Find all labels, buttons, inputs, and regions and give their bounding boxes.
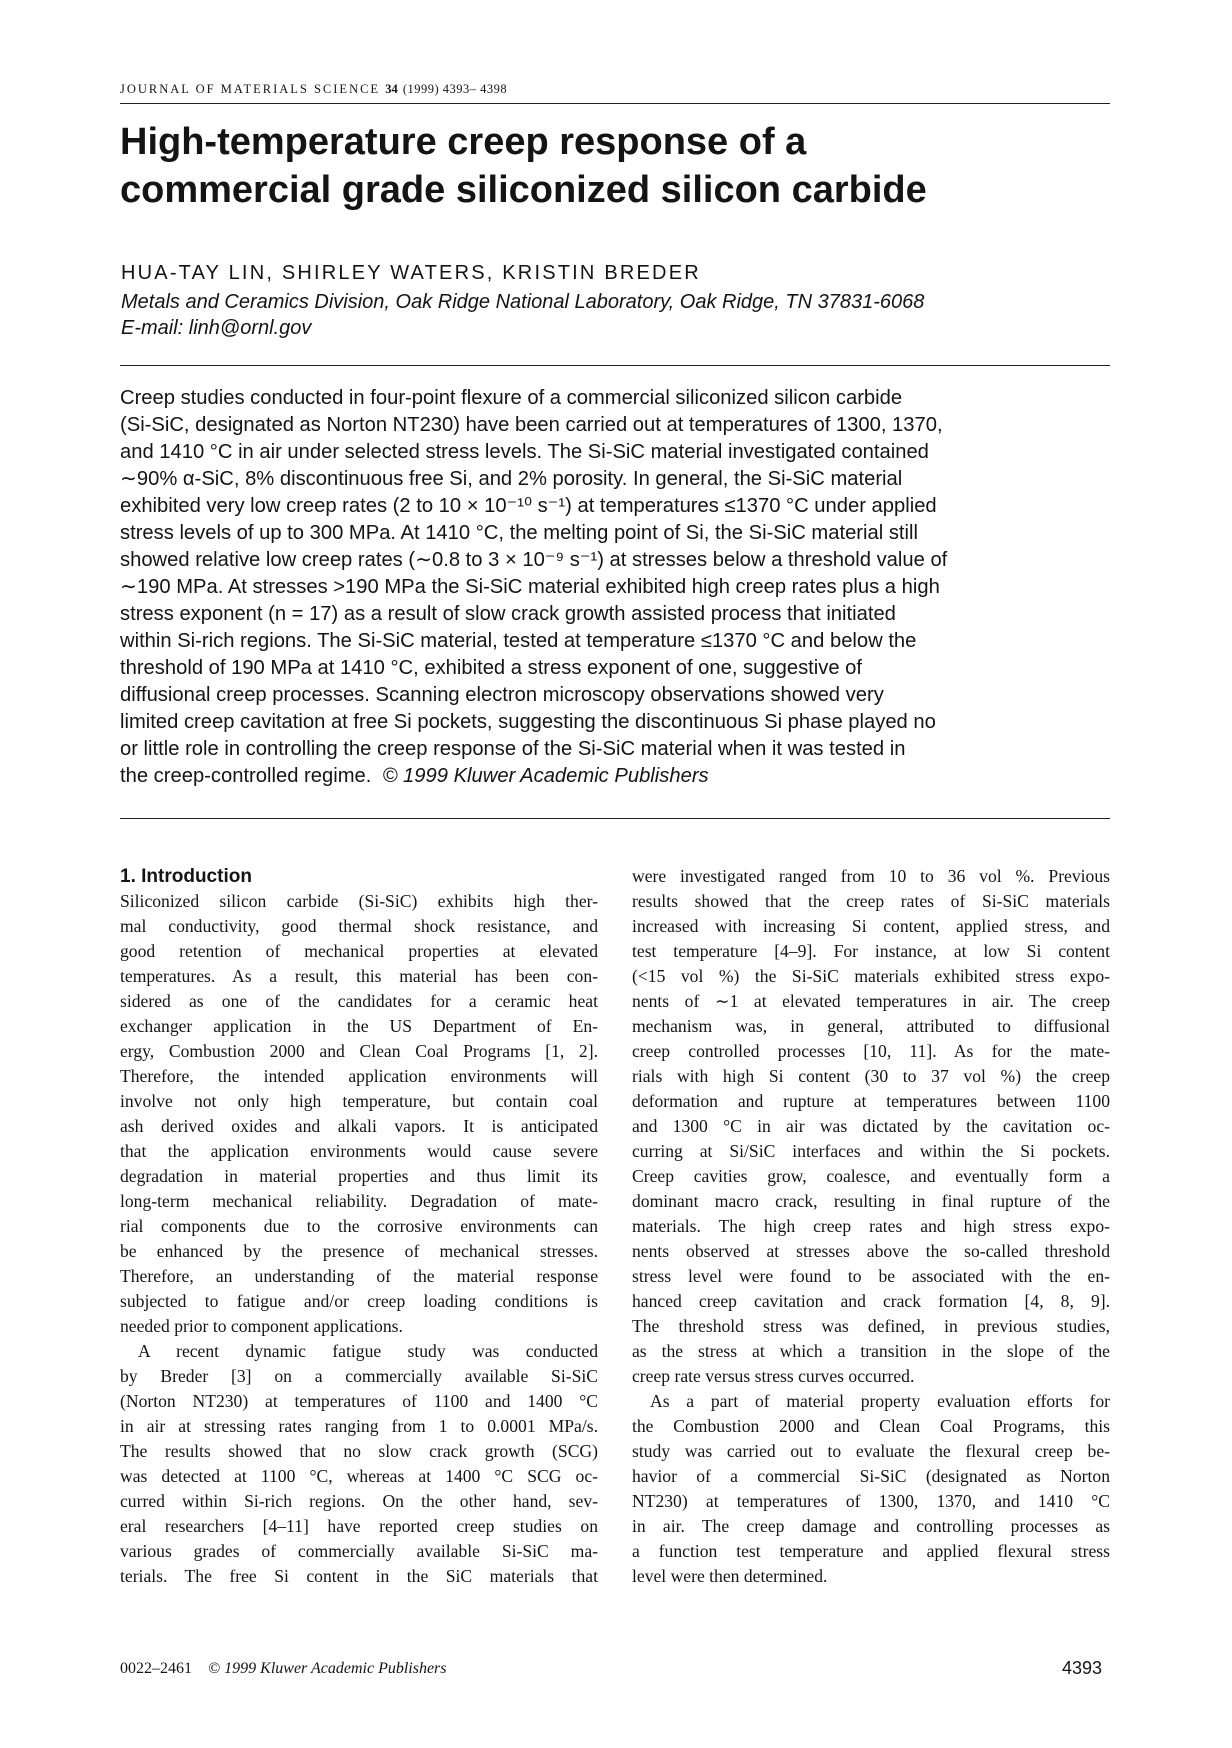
body-line: The results showed that no slow crack growth (SCG): [120, 1441, 598, 1461]
right-column: [632, 864, 1110, 1589]
body-line: nents of ∼1 at elevated temperatures in air. The creep: [632, 991, 1110, 1011]
title-line: High-temperature creep response of a: [120, 121, 807, 163]
paper-title: [120, 118, 1110, 214]
body-line: subjected to fatigue and/or creep loading conditions is: [120, 1291, 598, 1311]
abstract-line: (Si-SiC, designated as Norton NT230) have been carried out at temperatures of 1300, 1370,: [120, 414, 943, 436]
body-line: Creep cavities grow, coalesce, and eventually form a: [632, 1166, 1110, 1186]
body-line: creep rate versus stress curves occurred.: [632, 1366, 915, 1386]
abstract-line: ∼90% α-SiC, 8% discontinuous free Si, and 2% porosity. In general, the Si-SiC material: [120, 468, 903, 490]
abstract-line: limited creep cavitation at free Si pockets, suggesting the discontinuous Si phase played no: [120, 711, 936, 733]
body-line: Therefore, an understanding of the material response: [120, 1266, 598, 1286]
body-line: creep controlled processes [10, 11]. As for the mate-: [632, 1041, 1110, 1061]
body-line: study was carried out to evaluate the flexural creep be-: [632, 1441, 1110, 1461]
abstract-bottom-rule: [120, 818, 1110, 819]
body-line: were investigated ranged from 10 to 36 vol %. Previous: [632, 866, 1110, 886]
body-line: stress level were found to be associated with the en-: [632, 1266, 1110, 1286]
body-line: curring at Si/SiC interfaces and within the Si pockets.: [632, 1141, 1110, 1161]
abstract-line: or little role in controlling the creep response of the Si-SiC material when it was tested in: [120, 738, 906, 760]
body-line: sidered as one of the candidates for a ceramic heat: [120, 991, 598, 1011]
body-line: NT230) at temperatures of 1300, 1370, and 1410 °C: [632, 1491, 1110, 1511]
journal-header: [120, 82, 1110, 97]
journal-volume: 34: [385, 82, 398, 96]
body-line: ergy, Combustion 2000 and Clean Coal Programs [1, 2].: [120, 1041, 598, 1061]
body-line: in air at stressing rates ranging from 1 to 0.0001 MPa/s.: [120, 1416, 598, 1436]
issn: 0022–2461: [120, 1660, 192, 1677]
body-line: results showed that the creep rates of Si-SiC materials: [632, 891, 1110, 911]
body-line: havior of a commercial Si-SiC (designated as Norton: [632, 1466, 1110, 1486]
body-line: dominant macro crack, resulting in final rupture of the: [632, 1191, 1110, 1211]
body-line: temperatures. As a result, this material has been con-: [120, 966, 598, 986]
page-number: 4393: [1062, 1658, 1103, 1678]
body-line: mal conductivity, good thermal shock resistance, and: [120, 916, 598, 936]
body-line: degradation in material properties and thus limit its: [120, 1166, 598, 1186]
abstract-line: within Si-rich regions. The Si-SiC material, tested at temperature ≤1370 °C and below the: [120, 630, 917, 652]
body-line: by Breder [3] on a commercially available Si-SiC: [120, 1366, 598, 1386]
body-line: terials. The free Si content in the SiC materials that: [120, 1566, 598, 1586]
abstract-top-rule: [120, 365, 1110, 366]
journal-name: JOURNAL OF MATERIALS SCIENCE: [120, 82, 381, 96]
abstract-line: and 1410 °C in air under selected stress levels. The Si-SiC material investigated contained: [120, 441, 929, 463]
abstract: [120, 385, 1112, 790]
title-line: commercial grade siliconized silicon carbide: [120, 169, 927, 211]
body-line: eral researchers [4–11] have reported creep studies on: [120, 1516, 598, 1536]
body-line: rials with high Si content (30 to 37 vol %) the creep: [632, 1066, 1110, 1086]
body-line: increased with increasing Si content, applied stress, and: [632, 916, 1110, 936]
body-line: that the application environments would cause severe: [120, 1141, 598, 1161]
body-line: the Combustion 2000 and Clean Coal Programs, this: [632, 1416, 1110, 1436]
body-line: in air. The creep damage and controlling processes as: [632, 1516, 1110, 1536]
affiliation-block: [121, 289, 1121, 341]
email: E-mail: linh@ornl.gov: [121, 317, 312, 339]
header-rule: [120, 103, 1110, 104]
body-line: mechanism was, in general, attributed to diffusional: [632, 1016, 1110, 1036]
body-line: The threshold stress was defined, in previous studies,: [632, 1316, 1110, 1336]
abstract-copyright: © 1999 Kluwer Academic Publishers: [382, 765, 709, 787]
body-line: Therefore, the intended application environments will: [120, 1066, 598, 1086]
body-line: (Norton NT230) at temperatures of 1100 and 1400 °C: [120, 1391, 598, 1411]
footer-copyright: © 1999 Kluwer Academic Publishers: [208, 1660, 447, 1677]
body-line: exchanger application in the US Department of En-: [120, 1016, 598, 1036]
body-line: (<15 vol %) the Si-SiC materials exhibited stress expo-: [632, 966, 1110, 986]
abstract-line: ∼190 MPa. At stresses >190 MPa the Si-SiC material exhibited high creep rates plus a high: [120, 576, 940, 598]
body-line: deformation and rupture at temperatures between 1100: [632, 1091, 1110, 1111]
body-line: various grades of commercially available Si-SiC ma-: [120, 1541, 598, 1561]
body-line: needed prior to component applications.: [120, 1316, 403, 1336]
body-line: curred within Si-rich regions. On the other hand, sev-: [120, 1491, 598, 1511]
body-line: nents observed at stresses above the so-called threshold: [632, 1241, 1110, 1261]
abstract-line: exhibited very low creep rates (2 to 10 × 10⁻¹⁰ s⁻¹) at temperatures ≤1370 °C under applied: [120, 495, 937, 517]
body-line: materials. The high creep rates and high stress expo-: [632, 1216, 1110, 1236]
body-line: and 1300 °C in air was dictated by the cavitation oc-: [632, 1116, 1110, 1136]
author-list: HUA-TAY LIN, SHIRLEY WATERS, KRISTIN BREDER: [121, 262, 701, 284]
body-line: A recent dynamic fatigue study was conducted: [138, 1341, 598, 1361]
body-line: as the stress at which a transition in the slope of the: [632, 1341, 1110, 1361]
body-line: be enhanced by the presence of mechanical stresses.: [120, 1241, 598, 1261]
body-line: good retention of mechanical properties at elevated: [120, 941, 598, 961]
body-line: was detected at 1100 °C, whereas at 1400 °C SCG oc-: [120, 1466, 598, 1486]
body-line: level were then determined.: [632, 1566, 828, 1586]
journal-year-pages: (1999) 4393– 4398: [402, 82, 508, 96]
abstract-last-text: the creep-controlled regime.: [120, 765, 372, 787]
abstract-line: stress levels of up to 300 MPa. At 1410 °C, the melting point of Si, the Si-SiC material still: [120, 522, 918, 544]
abstract-line: Creep studies conducted in four-point flexure of a commercial siliconized silicon carbide: [120, 387, 903, 409]
body-line: involve not only high temperature, but contain coal: [120, 1091, 598, 1111]
body-line: long-term mechanical reliability. Degradation of mate-: [120, 1191, 598, 1211]
body-line: ash derived oxides and alkali vapors. It is anticipated: [120, 1116, 598, 1136]
body-line: As a part of material property evaluation efforts for: [650, 1391, 1110, 1411]
section-heading: 1. Introduction: [120, 866, 252, 887]
abstract-line: stress exponent (n = 17) as a result of slow crack growth assisted process that initiated: [120, 603, 896, 625]
abstract-line: showed relative low creep rates (∼0.8 to 3 × 10⁻⁹ s⁻¹) at stresses below a threshold value of: [120, 549, 948, 571]
body-line: a function test temperature and applied flexural stress: [632, 1541, 1110, 1561]
abstract-line: threshold of 190 MPa at 1410 °C, exhibited a stress exponent of one, suggestive of: [120, 657, 863, 679]
left-column: [120, 864, 598, 1589]
body-line: hanced creep cavitation and crack formation [4, 8, 9].: [632, 1291, 1110, 1311]
body-line: Siliconized silicon carbide (Si-SiC) exhibits high ther-: [120, 891, 598, 911]
affiliation: Metals and Ceramics Division, Oak Ridge National Laboratory, Oak Ridge, TN 37831-6068: [121, 291, 925, 313]
abstract-line: [120, 763, 1112, 790]
body-line: rial components due to the corrosive environments can: [120, 1216, 598, 1236]
body-line: test temperature [4–9]. For instance, at low Si content: [632, 941, 1110, 961]
footer: [120, 1660, 447, 1678]
abstract-line: diffusional creep processes. Scanning electron microscopy observations showed very: [120, 684, 884, 706]
